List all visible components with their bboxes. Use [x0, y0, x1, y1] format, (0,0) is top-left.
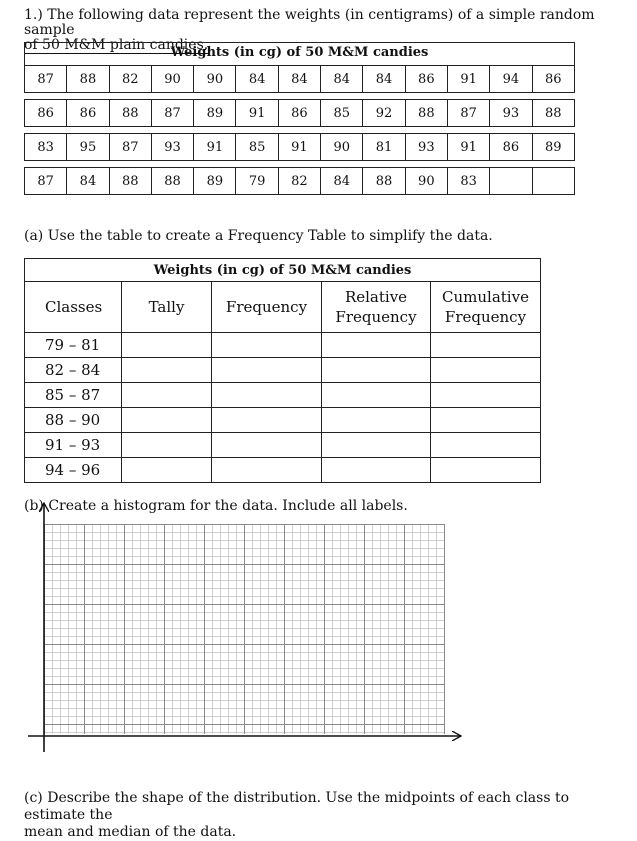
data-cell: 84 [321, 168, 363, 195]
data-table-spacer [25, 93, 575, 100]
data-cell: 91 [194, 134, 236, 161]
data-table-row [25, 168, 575, 195]
cumulative-frequency-cell[interactable] [431, 333, 541, 358]
frequency-table-row [25, 408, 541, 433]
data-cell: 84 [278, 66, 320, 93]
data-cell: 90 [194, 66, 236, 93]
tally-cell[interactable] [122, 433, 212, 458]
header-cumulative-frequency [431, 282, 541, 333]
cumulative-frequency-cell[interactable] [431, 358, 541, 383]
data-table-row [25, 134, 575, 161]
frequency-table-row [25, 358, 541, 383]
header-relative-line2: Frequency [335, 308, 417, 326]
data-cell: 88 [67, 66, 109, 93]
relative-frequency-cell[interactable] [322, 408, 431, 433]
part-c-line1: (c) Describe the shape of the distribution. Use the midpoints of each class to estimate the [24, 790, 570, 823]
data-table-container [24, 42, 575, 195]
relative-frequency-cell[interactable] [322, 458, 431, 483]
tally-cell[interactable] [122, 383, 212, 408]
data-table-spacer [25, 127, 575, 134]
relative-frequency-cell[interactable] [322, 358, 431, 383]
data-cell: 86 [278, 100, 320, 127]
data-cell: 93 [490, 100, 532, 127]
frequency-cell[interactable] [212, 383, 322, 408]
data-cell: 91 [447, 66, 489, 93]
data-cell: 85 [321, 100, 363, 127]
data-cell: 91 [236, 100, 278, 127]
frequency-table-title: Weights (in cg) of 50 M&M candies [25, 259, 541, 282]
data-cell: 84 [67, 168, 109, 195]
data-table-spacer-cell [25, 93, 575, 100]
data-cell: 90 [321, 134, 363, 161]
data-cell: 86 [67, 100, 109, 127]
tally-cell[interactable] [122, 458, 212, 483]
data-cell: 94 [490, 66, 532, 93]
data-cell: 83 [25, 134, 67, 161]
part-c-instructions [24, 790, 624, 841]
data-cell: 87 [151, 100, 193, 127]
data-table-title: Weights (in cg) of 50 M&M candies [24, 42, 575, 65]
tally-cell[interactable] [122, 333, 212, 358]
data-cell: 88 [405, 100, 447, 127]
data-cell: 87 [25, 66, 67, 93]
frequency-table-body [25, 333, 541, 483]
data-cell: 83 [447, 168, 489, 195]
data-cell [490, 168, 532, 195]
data-cell: 90 [405, 168, 447, 195]
data-cell: 89 [532, 134, 574, 161]
part-b-instructions: (b) Create a histogram for the data. Include all labels. [24, 498, 408, 514]
relative-frequency-cell[interactable] [322, 383, 431, 408]
data-cell: 84 [236, 66, 278, 93]
data-cell: 89 [194, 100, 236, 127]
frequency-table-row [25, 433, 541, 458]
tally-cell[interactable] [122, 408, 212, 433]
question-intro-line2: of 50 M&M plain candies. [24, 37, 209, 53]
class-cell: 79 – 81 [25, 333, 122, 358]
frequency-cell[interactable] [212, 333, 322, 358]
data-cell [532, 168, 574, 195]
data-cell: 89 [194, 168, 236, 195]
data-cell: 90 [151, 66, 193, 93]
data-cell: 84 [321, 66, 363, 93]
data-cell: 88 [151, 168, 193, 195]
data-table [24, 65, 575, 195]
data-table-spacer [25, 161, 575, 168]
histogram-grid[interactable] [44, 524, 445, 734]
class-cell: 85 – 87 [25, 383, 122, 408]
data-cell: 88 [109, 100, 151, 127]
frequency-table [24, 258, 541, 483]
class-cell: 94 – 96 [25, 458, 122, 483]
cumulative-frequency-cell[interactable] [431, 433, 541, 458]
data-cell: 93 [151, 134, 193, 161]
data-cell: 81 [363, 134, 405, 161]
frequency-table-row [25, 383, 541, 408]
part-c-line2: mean and median of the data. [24, 824, 237, 840]
data-cell: 88 [532, 100, 574, 127]
frequency-cell[interactable] [212, 458, 322, 483]
header-tally: Tally [122, 282, 212, 333]
data-cell: 82 [109, 66, 151, 93]
relative-frequency-cell[interactable] [322, 333, 431, 358]
data-cell: 82 [278, 168, 320, 195]
data-cell: 95 [67, 134, 109, 161]
data-cell: 86 [490, 134, 532, 161]
data-cell: 84 [363, 66, 405, 93]
header-frequency: Frequency [212, 282, 322, 333]
data-cell: 85 [236, 134, 278, 161]
cumulative-frequency-cell[interactable] [431, 408, 541, 433]
class-cell: 88 – 90 [25, 408, 122, 433]
relative-frequency-cell[interactable] [322, 433, 431, 458]
class-cell: 91 – 93 [25, 433, 122, 458]
tally-cell[interactable] [122, 358, 212, 383]
cumulative-frequency-cell[interactable] [431, 458, 541, 483]
data-cell: 88 [109, 168, 151, 195]
data-cell: 86 [25, 100, 67, 127]
data-cell: 86 [532, 66, 574, 93]
data-cell: 87 [25, 168, 67, 195]
frequency-cell[interactable] [212, 433, 322, 458]
data-cell: 93 [405, 134, 447, 161]
cumulative-frequency-cell[interactable] [431, 383, 541, 408]
header-classes: Classes [25, 282, 122, 333]
frequency-table-row [25, 333, 541, 358]
frequency-cell[interactable] [212, 408, 322, 433]
part-a-instructions: (a) Use the table to create a Frequency Table to simplify the data. [24, 228, 493, 244]
data-table-row [25, 66, 575, 93]
class-cell: 82 – 84 [25, 358, 122, 383]
data-cell: 86 [405, 66, 447, 93]
header-relative-line1: Relative [344, 288, 408, 306]
data-cell: 79 [236, 168, 278, 195]
data-table-spacer-cell [25, 161, 575, 168]
question-intro-line1: 1.) The following data represent the weights (in centigrams) of a simple random sample [24, 7, 595, 38]
data-cell: 88 [363, 168, 405, 195]
data-cell: 91 [278, 134, 320, 161]
frequency-table-row [25, 458, 541, 483]
data-cell: 87 [109, 134, 151, 161]
header-relative-frequency [322, 282, 431, 333]
data-table-spacer-cell [25, 127, 575, 134]
header-cumulative-line2: Frequency [444, 308, 527, 326]
data-table-row [25, 100, 575, 127]
data-cell: 92 [363, 100, 405, 127]
header-cumulative-line1: Cumulative [442, 288, 529, 306]
data-cell: 91 [447, 134, 489, 161]
data-cell: 87 [447, 100, 489, 127]
data-table-body [25, 66, 575, 195]
frequency-cell[interactable] [212, 358, 322, 383]
